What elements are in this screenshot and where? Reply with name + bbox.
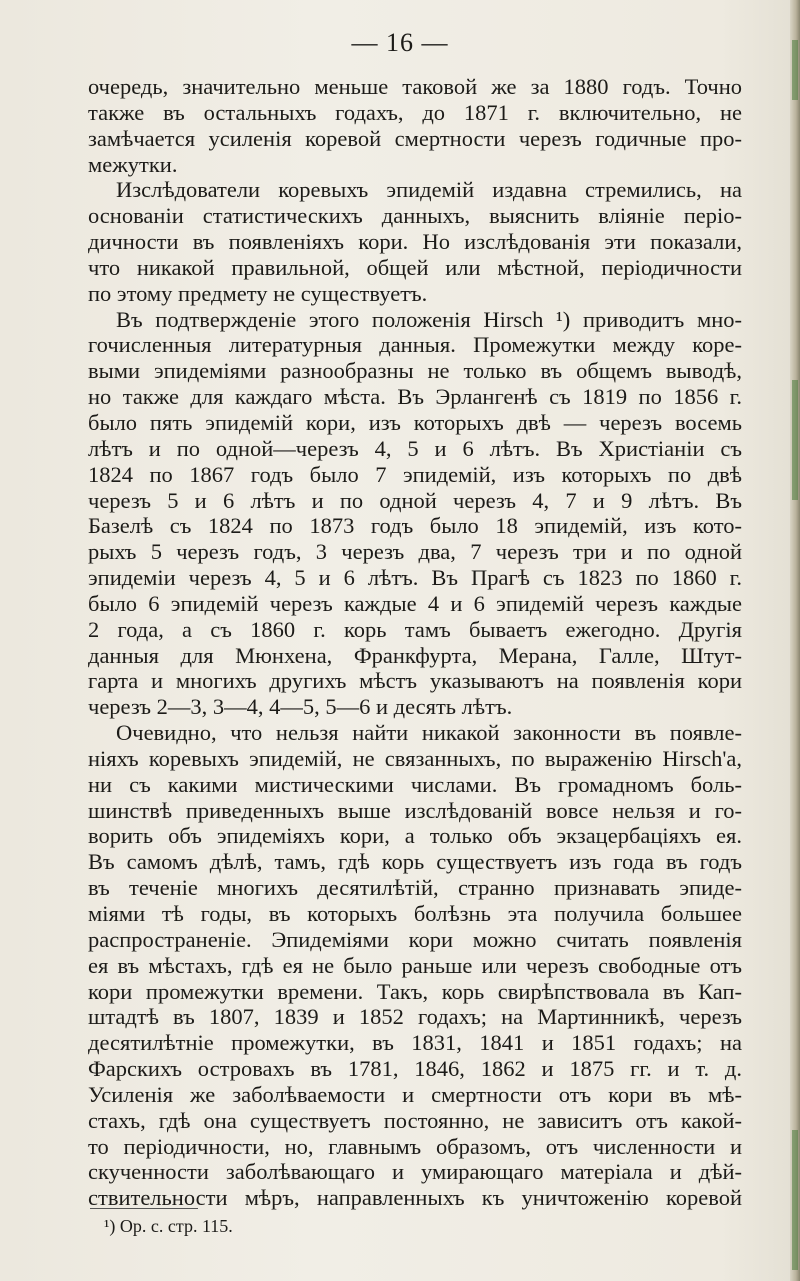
text-line: черезъ 5 и 6 лѣтъ и по одной черезъ 4, 7 и 9 лѣтъ. Въ <box>88 487 742 513</box>
text-line: замѣчается усиленія коревой смертности черезъ годичные про- <box>88 125 742 151</box>
text-line: по этому предмету не существуетъ. <box>88 280 428 306</box>
text-line: рыхъ 5 черезъ годъ, 3 черезъ два, 7 черезъ три и по одной <box>88 539 742 565</box>
text-line: дичности въ появленіяхъ кори. Но изслѣдованія эти показали, <box>88 229 742 255</box>
text-line: Усиленія же заболѣваемости и смертности отъ кори въ мѣ- <box>88 1081 742 1107</box>
text-line: кори промежутки времени. Такъ, корь свирѣпствовала въ Кап- <box>88 978 742 1004</box>
text-line: 2 года, а съ 1860 г. корь тамъ бываетъ ежегодно. Другія <box>88 616 742 642</box>
text-line: эпидеміи черезъ 4, 5 и 6 лѣтъ. Въ Прагѣ съ 1823 по 1860 г. <box>88 565 742 591</box>
text-line: ея въ мѣстахъ, гдѣ ея не было раньше или черезъ свободные отъ <box>88 952 742 978</box>
text-line: то періодичности, но, главнымъ образомъ, отъ численности и <box>88 1133 742 1159</box>
edge-stain <box>792 1130 798 1270</box>
text-line: межутки. <box>88 151 178 177</box>
text-line: въ теченіе многихъ десятилѣтій, странно признавать эпиде- <box>88 875 742 901</box>
footnote-rule <box>90 1208 198 1209</box>
text-line: шинствѣ приведенныхъ выше изслѣдованій вовсе нельзя и го- <box>88 797 742 823</box>
text-line: лѣтъ и по одной—черезъ 4, 5 и 6 лѣтъ. Въ Христіаніи съ <box>88 435 742 461</box>
edge-stain <box>792 40 798 100</box>
text-line: распространеніе. Эпидеміями кори можно считать появленія <box>88 926 742 952</box>
body-text <box>88 74 742 1211</box>
text-line: стахъ, гдѣ она существуетъ постоянно, не зависитъ отъ какой- <box>88 1107 742 1133</box>
text-line: Очевидно, что нельзя найти никакой законности въ появле- <box>116 720 742 746</box>
text-line: также въ остальныхъ годахъ, до 1871 г. включительно, не <box>88 99 742 125</box>
text-line: выми эпидеміями разнообразны не только въ общемъ выводѣ, <box>88 358 742 384</box>
text-line: штадтѣ въ 1807, 1839 и 1852 годахъ; на Мартинникѣ, черезъ <box>88 1004 742 1030</box>
text-line: міями тѣ годы, въ которыхъ болѣзнь эта получила большее <box>88 901 742 926</box>
text-line: гарта и многихъ другихъ мѣстъ указываютъ на появленія кори <box>88 668 742 694</box>
edge-stain <box>792 380 798 500</box>
text-line: Базелѣ съ 1824 по 1873 годъ было 18 эпидемій, изъ кото- <box>88 513 742 539</box>
page-number: — 16 — <box>351 28 449 57</box>
text-line: ствительности мѣръ, направленныхъ къ уничтоженію коревой <box>88 1185 742 1211</box>
text-line: но также для каждаго мѣста. Въ Эрлангенѣ съ 1819 по 1856 г. <box>88 384 742 410</box>
text-line: 1824 по 1867 годъ было 7 эпидемій, изъ которыхъ по двѣ <box>88 461 742 487</box>
text-line: что никакой правильной, общей или мѣстной, періодичности <box>88 254 742 280</box>
text-line: основаніи статистическихъ данныхъ, выяснить вліяніе періо- <box>88 203 742 229</box>
text-line: Фарскихъ островахъ въ 1781, 1846, 1862 и 1875 гг. и т. д. <box>88 1056 742 1082</box>
text-line: скученности заболѣвающаго и умирающаго матеріала и дѣй- <box>88 1159 742 1185</box>
text-line: данныя для Мюнхена, Франкфурта, Мерана, Галле, Штут- <box>88 642 742 668</box>
page-edge <box>790 0 800 1281</box>
text-line: Изслѣдователи коревыхъ эпидемій издавна стремились, на <box>116 177 742 203</box>
text-line: очередь, значительно меньше таковой же за 1880 годъ. Точно <box>88 74 742 99</box>
text-line: ворить объ эпидеміяхъ кори, а только объ экзацербаціяхъ ея. <box>88 823 742 849</box>
text-line: гочисленныя литературныя данныя. Промежутки между коре- <box>88 332 742 358</box>
text-line: десятилѣтніе промежутки, въ 1831, 1841 и 1851 годахъ; на <box>88 1030 742 1056</box>
text-line: ни съ какими мистическими числами. Въ громадномъ боль- <box>88 771 742 797</box>
text-line: черезъ 2—3, 3—4, 4—5, 5—6 и десять лѣтъ. <box>88 694 513 720</box>
text-line: было пять эпидемій кори, изъ которыхъ двѣ — черезъ восемь <box>88 409 742 435</box>
text-line: ніяхъ коревыхъ эпидемій, не связанныхъ, по выраженію Hirsch'а, <box>88 745 742 771</box>
footnote: ¹) Op. c. стр. 115. <box>104 1216 233 1236</box>
text-line: было 6 эпидемій черезъ каждые 4 и 6 эпидемій черезъ каждые <box>88 590 742 616</box>
text-line: Въ самомъ дѣлѣ, тамъ, гдѣ корь существуетъ изъ года въ годъ <box>88 849 742 875</box>
text-line: Въ подтвержденіе этого положенія Hirsch ¹) приводитъ мно- <box>116 306 742 332</box>
